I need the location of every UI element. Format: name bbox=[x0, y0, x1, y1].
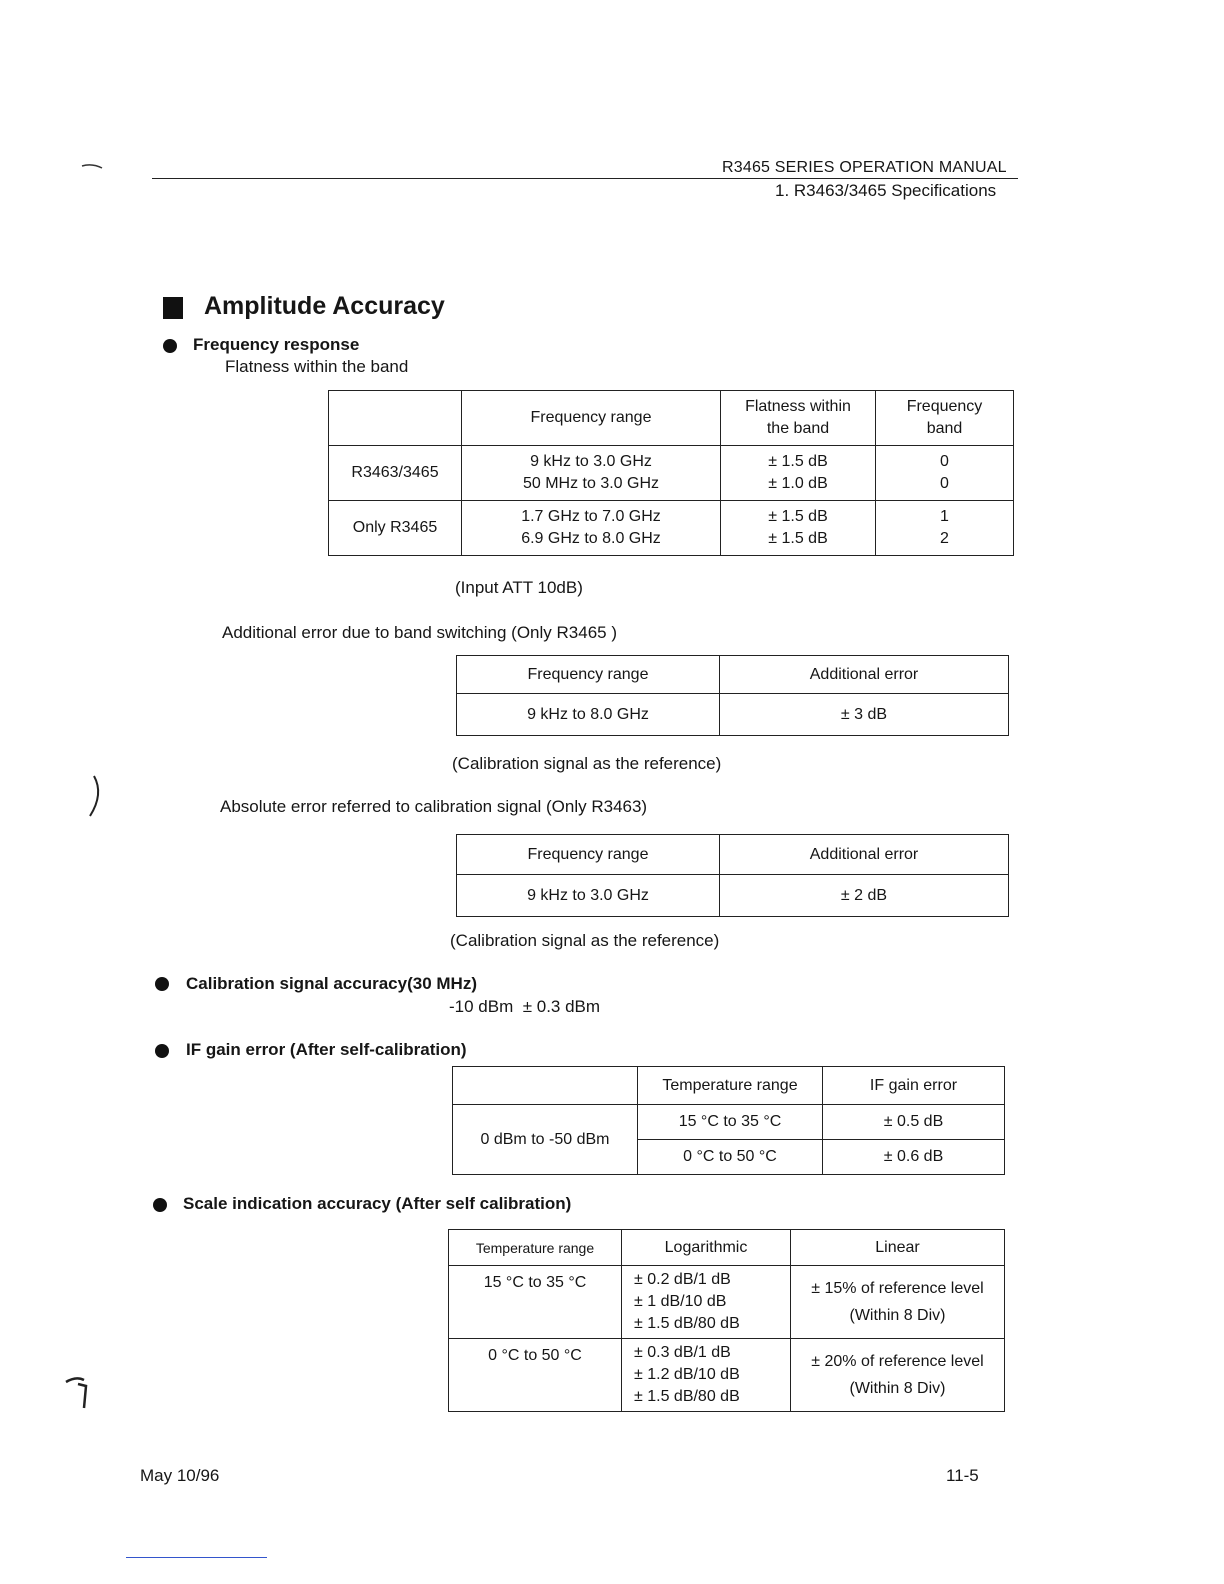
logarithmic-cell: ± 0.2 dB/1 dB ± 1 dB/10 dB ± 1.5 dB/80 dB bbox=[622, 1266, 791, 1339]
table-row bbox=[457, 875, 1009, 917]
footer-date: May 10/96 bbox=[140, 1466, 220, 1485]
table-header-cell bbox=[329, 391, 462, 446]
linear-cell: ± 20% of reference level (Within 8 Div) bbox=[791, 1339, 1005, 1412]
band-switching-title: Additional error due to band switching (Only R3465 ) bbox=[222, 623, 617, 642]
band-cell: 0 0 bbox=[876, 446, 1014, 501]
table-header-cell: Frequency range bbox=[462, 391, 721, 446]
table-row bbox=[449, 1266, 1005, 1339]
range-cell: 1.7 GHz to 7.0 GHz 6.9 GHz to 8.0 GHz bbox=[462, 501, 721, 556]
scale-indication-heading: Scale indication accuracy (After self calibration) bbox=[183, 1194, 572, 1213]
band-switching-table bbox=[456, 655, 1009, 736]
table-header-cell: Linear bbox=[791, 1230, 1005, 1266]
bracket-mark-icon bbox=[84, 772, 106, 822]
table-row bbox=[329, 446, 1014, 501]
frequency-response-heading: Frequency response bbox=[193, 335, 360, 354]
bullet-icon bbox=[153, 1198, 167, 1212]
bullet-icon bbox=[155, 977, 169, 991]
manual-title: R3465 SERIES OPERATION MANUAL bbox=[722, 159, 1007, 176]
table-header-cell: Frequency range bbox=[457, 656, 720, 694]
flatness-table bbox=[328, 390, 1014, 556]
table-header-cell: Frequency band bbox=[876, 391, 1014, 446]
table-header-row bbox=[457, 656, 1009, 694]
table-header-cell bbox=[453, 1067, 638, 1105]
table-row bbox=[329, 501, 1014, 556]
table-header-cell: Logarithmic bbox=[622, 1230, 791, 1266]
model-cell: Only R3465 bbox=[329, 501, 462, 556]
flatness-subheading: Flatness within the band bbox=[225, 357, 409, 376]
section-title: Amplitude Accuracy bbox=[204, 292, 445, 320]
if-gain-heading: IF gain error (After self-calibration) bbox=[186, 1040, 467, 1059]
temperature-cell: 15 °C to 35 °C bbox=[638, 1105, 823, 1140]
section-subtitle: 1. R3463/3465 Specifications bbox=[775, 181, 997, 200]
table-header-cell: Temperature range bbox=[449, 1230, 622, 1266]
level-cell: 0 dBm to -50 dBm bbox=[453, 1105, 638, 1175]
linear-cell: ± 15% of reference level (Within 8 Div) bbox=[791, 1266, 1005, 1339]
band-switching-note: (Calibration signal as the reference) bbox=[452, 754, 722, 773]
footer-page-number: 11-5 bbox=[946, 1466, 979, 1485]
table-header-cell: IF gain error bbox=[823, 1067, 1005, 1105]
scan-mark-icon bbox=[64, 1372, 98, 1416]
calibration-value: -10 dBm ± 0.3 dBm bbox=[449, 997, 601, 1016]
calibration-heading: Calibration signal accuracy(30 MHz) bbox=[186, 974, 477, 993]
error-cell: ± 0.5 dB bbox=[823, 1105, 1005, 1140]
absolute-error-table bbox=[456, 834, 1009, 917]
range-cell: 9 kHz to 3.0 GHz 50 MHz to 3.0 GHz bbox=[462, 446, 721, 501]
table-header-row bbox=[457, 835, 1009, 875]
if-gain-table bbox=[452, 1066, 1005, 1175]
scale-indication-table bbox=[448, 1229, 1005, 1412]
table-header-cell: Flatness within the band bbox=[721, 391, 876, 446]
bottom-rule bbox=[126, 1557, 267, 1558]
logarithmic-cell: ± 0.3 dB/1 dB ± 1.2 dB/10 dB ± 1.5 dB/80 dB bbox=[622, 1339, 791, 1412]
flatness-cell: ± 1.5 dB ± 1.0 dB bbox=[721, 446, 876, 501]
absolute-error-title: Absolute error referred to calibration signal (Only R3463) bbox=[220, 797, 648, 816]
table-header-row bbox=[453, 1067, 1005, 1105]
table-row bbox=[457, 694, 1009, 736]
table-header-cell: Additional error bbox=[720, 835, 1009, 875]
temperature-cell: 0 °C to 50 °C bbox=[638, 1140, 823, 1175]
table-header-row bbox=[329, 391, 1014, 446]
table-row bbox=[453, 1105, 1005, 1140]
table-header-cell: Temperature range bbox=[638, 1067, 823, 1105]
range-cell: 9 kHz to 8.0 GHz bbox=[457, 694, 720, 736]
bullet-icon bbox=[163, 339, 177, 353]
table-header-cell: Additional error bbox=[720, 656, 1009, 694]
input-att-note: (Input ATT 10dB) bbox=[455, 578, 583, 597]
scan-mark-icon bbox=[80, 160, 110, 190]
flatness-cell: ± 1.5 dB ± 1.5 dB bbox=[721, 501, 876, 556]
header-rule bbox=[152, 178, 1018, 179]
temperature-cell: 0 °C to 50 °C bbox=[449, 1339, 622, 1412]
table-header-cell: Frequency range bbox=[457, 835, 720, 875]
error-cell: ± 3 dB bbox=[720, 694, 1009, 736]
error-cell: ± 2 dB bbox=[720, 875, 1009, 917]
model-cell: R3463/3465 bbox=[329, 446, 462, 501]
table-row bbox=[449, 1339, 1005, 1412]
range-cell: 9 kHz to 3.0 GHz bbox=[457, 875, 720, 917]
section-square-icon bbox=[163, 297, 183, 319]
error-cell: ± 0.6 dB bbox=[823, 1140, 1005, 1175]
bullet-icon bbox=[155, 1044, 169, 1058]
table-header-row bbox=[449, 1230, 1005, 1266]
absolute-error-note: (Calibration signal as the reference) bbox=[450, 931, 720, 950]
band-cell: 1 2 bbox=[876, 501, 1014, 556]
temperature-cell: 15 °C to 35 °C bbox=[449, 1266, 622, 1339]
